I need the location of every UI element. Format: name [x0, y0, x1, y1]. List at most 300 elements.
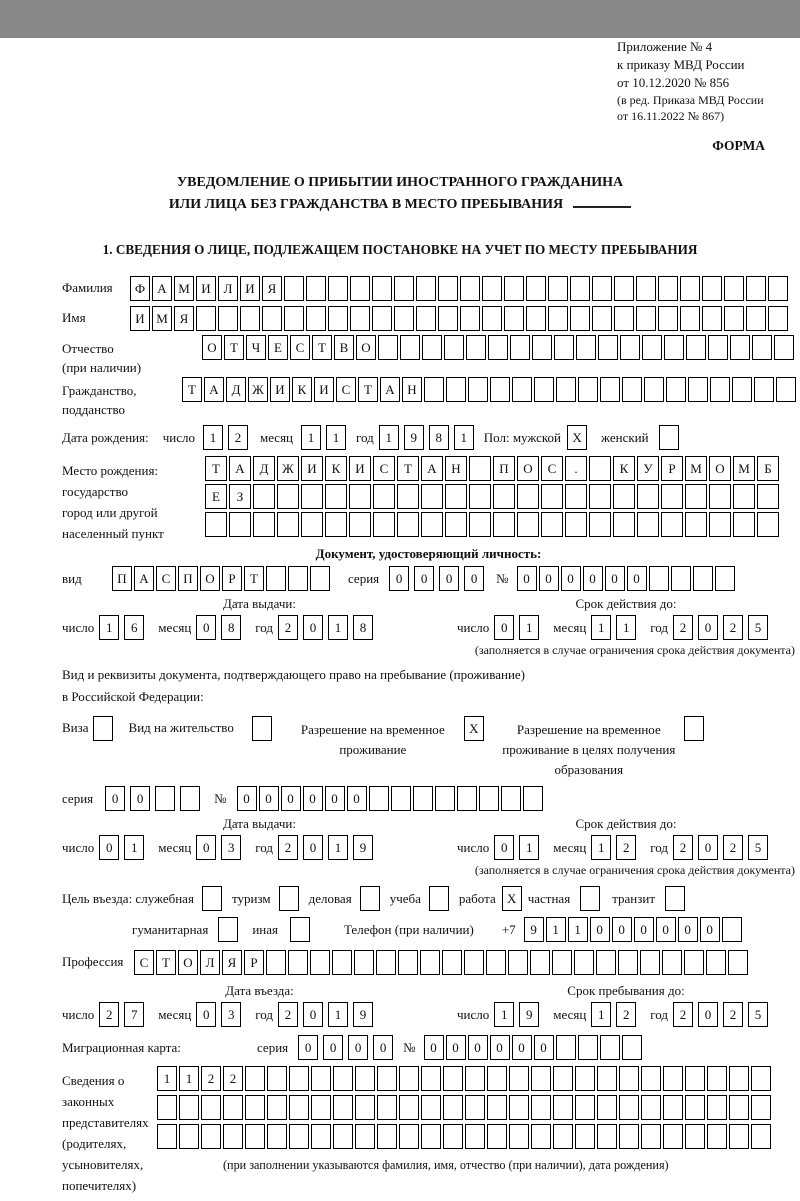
char-cell[interactable]: 2	[673, 1002, 693, 1027]
char-cell[interactable]	[702, 306, 722, 331]
char-cell[interactable]	[751, 1124, 771, 1149]
char-cell[interactable]	[665, 886, 685, 911]
char-cell[interactable]	[575, 1124, 595, 1149]
char-cell[interactable]: Е	[205, 484, 227, 509]
char-cell[interactable]: 9	[524, 917, 544, 942]
char-cell[interactable]	[429, 886, 449, 911]
char-cell[interactable]: О	[178, 950, 198, 975]
char-cell[interactable]: П	[112, 566, 132, 591]
char-cell[interactable]	[179, 1124, 199, 1149]
char-cell[interactable]	[301, 484, 323, 509]
char-cell[interactable]: Н	[402, 377, 422, 402]
char-cell[interactable]	[641, 1124, 661, 1149]
char-cell[interactable]	[589, 512, 611, 537]
char-cell[interactable]	[517, 512, 539, 537]
char-cell[interactable]: 0	[303, 615, 323, 640]
char-cell[interactable]	[399, 1124, 419, 1149]
char-cell[interactable]: 0	[698, 1002, 718, 1027]
char-cell[interactable]	[469, 512, 491, 537]
char-cell[interactable]	[580, 886, 600, 911]
char-cell[interactable]: 2	[278, 1002, 298, 1027]
char-cell[interactable]	[715, 566, 735, 591]
char-cell[interactable]	[706, 950, 726, 975]
char-cell[interactable]	[589, 484, 611, 509]
char-cell[interactable]: 9	[353, 1002, 373, 1027]
char-cell[interactable]	[663, 1095, 683, 1120]
char-cell[interactable]: С	[290, 335, 310, 360]
char-cell[interactable]: 0	[468, 1035, 488, 1060]
char-cell[interactable]	[373, 512, 395, 537]
char-cell[interactable]	[556, 1035, 576, 1060]
char-cell[interactable]	[597, 1066, 617, 1091]
char-cell[interactable]: А	[421, 456, 443, 481]
char-cell[interactable]	[618, 950, 638, 975]
char-cell[interactable]: 8	[353, 615, 373, 640]
char-cell[interactable]	[493, 484, 515, 509]
char-cell[interactable]: А	[380, 377, 400, 402]
char-cell[interactable]	[482, 306, 502, 331]
char-cell[interactable]: 0	[678, 917, 698, 942]
char-cell[interactable]	[710, 377, 730, 402]
char-cell[interactable]	[399, 1066, 419, 1091]
purpose-other-checkbox[interactable]	[290, 917, 310, 942]
char-cell[interactable]	[306, 276, 326, 301]
char-cell[interactable]: О	[200, 566, 220, 591]
purpose-study-checkbox[interactable]	[429, 886, 449, 911]
char-cell[interactable]: 1	[157, 1066, 177, 1091]
char-cell[interactable]: 0	[424, 1035, 444, 1060]
char-cell[interactable]: И	[240, 276, 260, 301]
char-cell[interactable]: Ф	[130, 276, 150, 301]
char-cell[interactable]	[685, 1124, 705, 1149]
char-cell[interactable]	[465, 1124, 485, 1149]
char-cell[interactable]: 1	[328, 615, 348, 640]
char-cell[interactable]	[707, 1066, 727, 1091]
char-cell[interactable]	[443, 1066, 463, 1091]
char-cell[interactable]	[438, 276, 458, 301]
char-cell[interactable]: 0	[99, 835, 119, 860]
char-cell[interactable]: 9	[353, 835, 373, 860]
char-cell[interactable]	[377, 1066, 397, 1091]
char-cell[interactable]	[662, 950, 682, 975]
char-cell[interactable]	[552, 950, 572, 975]
char-cell[interactable]: А	[152, 276, 172, 301]
char-cell[interactable]	[266, 950, 286, 975]
char-cell[interactable]: 0	[325, 786, 345, 811]
char-cell[interactable]	[267, 1066, 287, 1091]
char-cell[interactable]	[589, 456, 611, 481]
char-cell[interactable]	[202, 886, 222, 911]
char-cell[interactable]: П	[493, 456, 515, 481]
char-cell[interactable]	[576, 335, 596, 360]
char-cell[interactable]	[504, 276, 524, 301]
char-cell[interactable]	[223, 1124, 243, 1149]
char-cell[interactable]	[517, 484, 539, 509]
char-cell[interactable]	[360, 886, 380, 911]
char-cell[interactable]	[93, 716, 113, 741]
char-cell[interactable]	[598, 335, 618, 360]
char-cell[interactable]	[465, 1066, 485, 1091]
char-cell[interactable]	[622, 377, 642, 402]
char-cell[interactable]: Т	[244, 566, 264, 591]
char-cell[interactable]	[724, 306, 744, 331]
char-cell[interactable]	[728, 950, 748, 975]
char-cell[interactable]: 0	[439, 566, 459, 591]
char-cell[interactable]	[333, 1124, 353, 1149]
char-cell[interactable]	[391, 786, 411, 811]
temp-permit-checkbox[interactable]	[464, 716, 484, 741]
char-cell[interactable]	[708, 335, 728, 360]
char-cell[interactable]	[284, 276, 304, 301]
char-cell[interactable]	[421, 1095, 441, 1120]
char-cell[interactable]: 0	[323, 1035, 343, 1060]
char-cell[interactable]	[659, 425, 679, 450]
char-cell[interactable]	[349, 484, 371, 509]
char-cell[interactable]	[377, 1124, 397, 1149]
char-cell[interactable]	[709, 512, 731, 537]
char-cell[interactable]: 1	[379, 425, 399, 450]
char-cell[interactable]	[600, 377, 620, 402]
char-cell[interactable]: С	[336, 377, 356, 402]
char-cell[interactable]	[245, 1066, 265, 1091]
char-cell[interactable]: 1	[546, 917, 566, 942]
char-cell[interactable]	[575, 1095, 595, 1120]
char-cell[interactable]	[636, 306, 656, 331]
char-cell[interactable]	[644, 377, 664, 402]
char-cell[interactable]	[680, 276, 700, 301]
char-cell[interactable]	[223, 1095, 243, 1120]
char-cell[interactable]	[289, 1095, 309, 1120]
char-cell[interactable]: Т	[397, 456, 419, 481]
visa-checkbox[interactable]	[93, 716, 113, 741]
char-cell[interactable]: 0	[494, 835, 514, 860]
char-cell[interactable]	[637, 484, 659, 509]
char-cell[interactable]: Т	[156, 950, 176, 975]
char-cell[interactable]	[641, 1066, 661, 1091]
char-cell[interactable]: 2	[723, 615, 743, 640]
char-cell[interactable]	[526, 276, 546, 301]
char-cell[interactable]	[468, 377, 488, 402]
sex-female-checkbox[interactable]	[659, 425, 679, 450]
char-cell[interactable]	[693, 566, 713, 591]
char-cell[interactable]: 0	[700, 917, 720, 942]
char-cell[interactable]: 5	[748, 1002, 768, 1027]
char-cell[interactable]: 2	[99, 1002, 119, 1027]
char-cell[interactable]	[240, 306, 260, 331]
char-cell[interactable]: 1	[494, 1002, 514, 1027]
char-cell[interactable]	[663, 1066, 683, 1091]
char-cell[interactable]: И	[301, 456, 323, 481]
char-cell[interactable]: К	[325, 456, 347, 481]
char-cell[interactable]	[684, 716, 704, 741]
char-cell[interactable]: 1	[99, 615, 119, 640]
char-cell[interactable]	[444, 335, 464, 360]
char-cell[interactable]	[541, 512, 563, 537]
char-cell[interactable]: 1	[519, 835, 539, 860]
char-cell[interactable]	[487, 1095, 507, 1120]
char-cell[interactable]	[733, 512, 755, 537]
char-cell[interactable]: 2	[723, 835, 743, 860]
char-cell[interactable]: 0	[303, 786, 323, 811]
char-cell[interactable]	[310, 950, 330, 975]
char-cell[interactable]	[702, 276, 722, 301]
char-cell[interactable]: 0	[656, 917, 676, 942]
char-cell[interactable]: М	[152, 306, 172, 331]
char-cell[interactable]	[729, 1124, 749, 1149]
char-cell[interactable]	[218, 306, 238, 331]
char-cell[interactable]: Ж	[277, 456, 299, 481]
char-cell[interactable]	[622, 1035, 642, 1060]
char-cell[interactable]: М	[733, 456, 755, 481]
char-cell[interactable]: А	[134, 566, 154, 591]
char-cell[interactable]	[707, 1124, 727, 1149]
char-cell[interactable]	[688, 377, 708, 402]
char-cell[interactable]: X	[502, 886, 522, 911]
char-cell[interactable]	[578, 1035, 598, 1060]
char-cell[interactable]: 0	[583, 566, 603, 591]
char-cell[interactable]	[509, 1066, 529, 1091]
char-cell[interactable]: О	[709, 456, 731, 481]
char-cell[interactable]	[768, 306, 788, 331]
char-cell[interactable]	[325, 512, 347, 537]
char-cell[interactable]	[746, 276, 766, 301]
char-cell[interactable]	[642, 335, 662, 360]
char-cell[interactable]: 0	[281, 786, 301, 811]
char-cell[interactable]	[445, 484, 467, 509]
char-cell[interactable]	[201, 1124, 221, 1149]
char-cell[interactable]: 0	[303, 1002, 323, 1027]
char-cell[interactable]	[422, 335, 442, 360]
char-cell[interactable]	[288, 950, 308, 975]
char-cell[interactable]	[565, 512, 587, 537]
char-cell[interactable]	[460, 306, 480, 331]
char-cell[interactable]	[487, 1066, 507, 1091]
char-cell[interactable]: Л	[218, 276, 238, 301]
char-cell[interactable]: 0	[534, 1035, 554, 1060]
char-cell[interactable]	[397, 484, 419, 509]
char-cell[interactable]	[490, 377, 510, 402]
char-cell[interactable]	[757, 484, 779, 509]
char-cell[interactable]	[680, 306, 700, 331]
char-cell[interactable]	[637, 512, 659, 537]
char-cell[interactable]	[754, 377, 774, 402]
char-cell[interactable]	[613, 484, 635, 509]
char-cell[interactable]	[245, 1095, 265, 1120]
char-cell[interactable]	[267, 1095, 287, 1120]
char-cell[interactable]: Д	[253, 456, 275, 481]
char-cell[interactable]: 0	[130, 786, 150, 811]
char-cell[interactable]: С	[373, 456, 395, 481]
char-cell[interactable]	[372, 306, 392, 331]
char-cell[interactable]	[509, 1124, 529, 1149]
char-cell[interactable]: С	[541, 456, 563, 481]
char-cell[interactable]	[636, 276, 656, 301]
purpose-official-checkbox[interactable]	[202, 886, 222, 911]
char-cell[interactable]	[504, 306, 524, 331]
char-cell[interactable]	[553, 1124, 573, 1149]
char-cell[interactable]	[400, 335, 420, 360]
char-cell[interactable]: А	[204, 377, 224, 402]
char-cell[interactable]	[332, 950, 352, 975]
char-cell[interactable]	[486, 950, 506, 975]
char-cell[interactable]: Р	[244, 950, 264, 975]
char-cell[interactable]: К	[613, 456, 635, 481]
char-cell[interactable]: 0	[446, 1035, 466, 1060]
char-cell[interactable]: Р	[661, 456, 683, 481]
char-cell[interactable]: О	[517, 456, 539, 481]
char-cell[interactable]: 3	[221, 1002, 241, 1027]
char-cell[interactable]: Я	[222, 950, 242, 975]
char-cell[interactable]	[531, 1095, 551, 1120]
char-cell[interactable]: Н	[445, 456, 467, 481]
char-cell[interactable]: 1	[591, 835, 611, 860]
char-cell[interactable]	[421, 512, 443, 537]
char-cell[interactable]: 0	[348, 1035, 368, 1060]
char-cell[interactable]: 1	[124, 835, 144, 860]
char-cell[interactable]: И	[130, 306, 150, 331]
char-cell[interactable]: О	[202, 335, 222, 360]
char-cell[interactable]	[707, 1095, 727, 1120]
char-cell[interactable]	[570, 276, 590, 301]
char-cell[interactable]	[394, 306, 414, 331]
char-cell[interactable]: 0	[517, 566, 537, 591]
char-cell[interactable]: О	[356, 335, 376, 360]
char-cell[interactable]: 2	[228, 425, 248, 450]
char-cell[interactable]: 2	[616, 1002, 636, 1027]
char-cell[interactable]	[482, 276, 502, 301]
char-cell[interactable]: X	[464, 716, 484, 741]
char-cell[interactable]: 2	[278, 615, 298, 640]
char-cell[interactable]	[730, 335, 750, 360]
char-cell[interactable]: 0	[105, 786, 125, 811]
char-cell[interactable]	[377, 1095, 397, 1120]
char-cell[interactable]: Я	[262, 276, 282, 301]
char-cell[interactable]: 0	[590, 917, 610, 942]
purpose-business-checkbox[interactable]	[360, 886, 380, 911]
char-cell[interactable]: 1	[519, 615, 539, 640]
char-cell[interactable]: 0	[627, 566, 647, 591]
char-cell[interactable]	[311, 1095, 331, 1120]
char-cell[interactable]	[266, 566, 286, 591]
char-cell[interactable]	[328, 306, 348, 331]
char-cell[interactable]: 9	[404, 425, 424, 450]
char-cell[interactable]	[245, 1124, 265, 1149]
char-cell[interactable]: 0	[303, 835, 323, 860]
char-cell[interactable]	[416, 306, 436, 331]
char-cell[interactable]: 1	[568, 917, 588, 942]
char-cell[interactable]	[565, 484, 587, 509]
char-cell[interactable]	[661, 484, 683, 509]
char-cell[interactable]	[671, 566, 691, 591]
char-cell[interactable]	[508, 950, 528, 975]
char-cell[interactable]	[421, 1124, 441, 1149]
char-cell[interactable]	[512, 377, 532, 402]
char-cell[interactable]	[658, 276, 678, 301]
char-cell[interactable]	[421, 484, 443, 509]
char-cell[interactable]	[487, 1124, 507, 1149]
char-cell[interactable]	[729, 1095, 749, 1120]
char-cell[interactable]	[685, 512, 707, 537]
char-cell[interactable]: Т	[224, 335, 244, 360]
char-cell[interactable]	[218, 917, 238, 942]
residence-permit-checkbox[interactable]	[252, 716, 272, 741]
char-cell[interactable]: Р	[222, 566, 242, 591]
char-cell[interactable]: И	[349, 456, 371, 481]
char-cell[interactable]: 1	[454, 425, 474, 450]
char-cell[interactable]: 1	[179, 1066, 199, 1091]
char-cell[interactable]: А	[229, 456, 251, 481]
char-cell[interactable]	[684, 950, 704, 975]
char-cell[interactable]: 0	[259, 786, 279, 811]
char-cell[interactable]	[640, 950, 660, 975]
char-cell[interactable]	[354, 950, 374, 975]
char-cell[interactable]: 3	[221, 835, 241, 860]
char-cell[interactable]: 1	[326, 425, 346, 450]
char-cell[interactable]: 5	[748, 615, 768, 640]
char-cell[interactable]: 7	[124, 1002, 144, 1027]
char-cell[interactable]	[553, 1066, 573, 1091]
char-cell[interactable]	[768, 276, 788, 301]
char-cell[interactable]	[394, 276, 414, 301]
char-cell[interactable]	[614, 306, 634, 331]
char-cell[interactable]	[619, 1124, 639, 1149]
char-cell[interactable]	[350, 306, 370, 331]
char-cell[interactable]	[355, 1066, 375, 1091]
char-cell[interactable]	[746, 306, 766, 331]
char-cell[interactable]: Л	[200, 950, 220, 975]
char-cell[interactable]: 6	[124, 615, 144, 640]
char-cell[interactable]	[196, 306, 216, 331]
char-cell[interactable]: М	[174, 276, 194, 301]
char-cell[interactable]	[445, 512, 467, 537]
char-cell[interactable]	[729, 1066, 749, 1091]
char-cell[interactable]	[301, 512, 323, 537]
char-cell[interactable]	[416, 276, 436, 301]
char-cell[interactable]	[614, 276, 634, 301]
char-cell[interactable]	[288, 566, 308, 591]
char-cell[interactable]: М	[685, 456, 707, 481]
char-cell[interactable]	[575, 1066, 595, 1091]
char-cell[interactable]	[325, 484, 347, 509]
char-cell[interactable]	[205, 512, 227, 537]
char-cell[interactable]	[310, 566, 330, 591]
char-cell[interactable]	[554, 335, 574, 360]
char-cell[interactable]	[289, 1066, 309, 1091]
char-cell[interactable]	[253, 484, 275, 509]
char-cell[interactable]: 1	[616, 615, 636, 640]
char-cell[interactable]: Т	[312, 335, 332, 360]
char-cell[interactable]	[548, 276, 568, 301]
char-cell[interactable]	[157, 1095, 177, 1120]
char-cell[interactable]: 8	[221, 615, 241, 640]
purpose-tourism-checkbox[interactable]	[279, 886, 299, 911]
char-cell[interactable]: Ч	[246, 335, 266, 360]
char-cell[interactable]	[685, 1095, 705, 1120]
char-cell[interactable]: 0	[414, 566, 434, 591]
char-cell[interactable]	[355, 1095, 375, 1120]
purpose-humanitarian-checkbox[interactable]	[218, 917, 238, 942]
char-cell[interactable]	[570, 306, 590, 331]
char-cell[interactable]	[277, 512, 299, 537]
char-cell[interactable]	[466, 335, 486, 360]
char-cell[interactable]: 2	[223, 1066, 243, 1091]
char-cell[interactable]	[592, 306, 612, 331]
char-cell[interactable]: 0	[298, 1035, 318, 1060]
char-cell[interactable]: С	[134, 950, 154, 975]
char-cell[interactable]	[350, 276, 370, 301]
char-cell[interactable]: 0	[196, 615, 216, 640]
char-cell[interactable]	[620, 335, 640, 360]
